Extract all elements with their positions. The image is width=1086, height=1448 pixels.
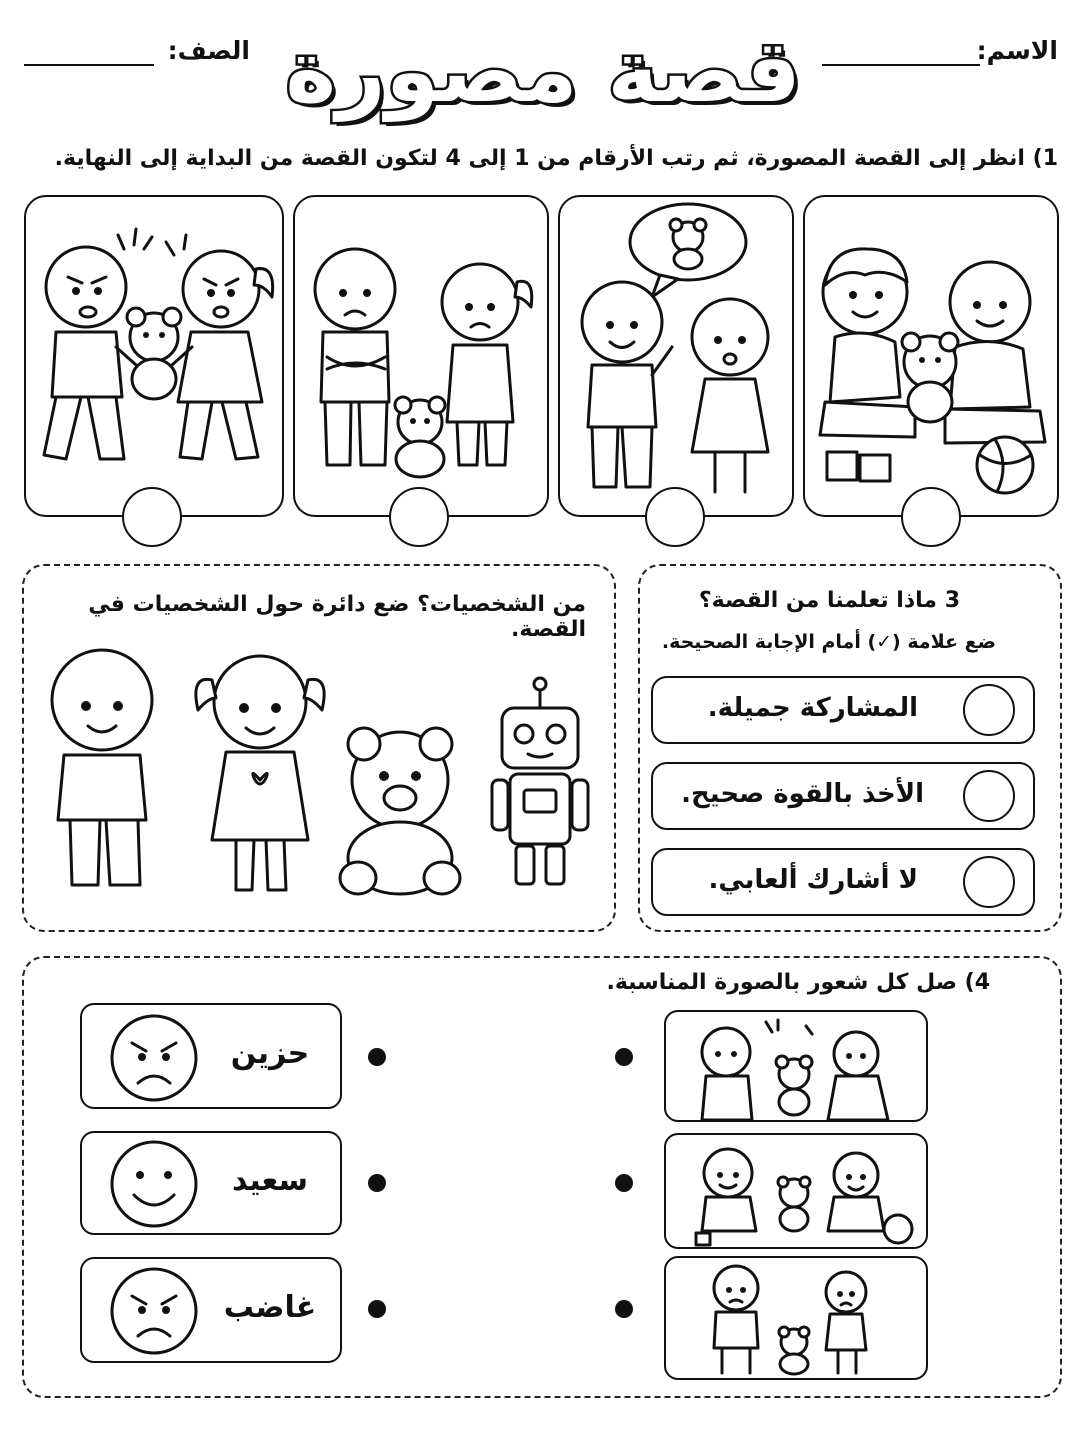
robot-character[interactable] bbox=[492, 678, 588, 884]
girl-character[interactable] bbox=[196, 656, 324, 890]
match-dot-picture-3[interactable] bbox=[615, 1300, 633, 1318]
feeling-label-angry: غاضب bbox=[223, 1290, 317, 1325]
order-circle-2[interactable] bbox=[645, 487, 705, 547]
class-label: الصف: bbox=[167, 36, 250, 65]
idea-scene-image bbox=[560, 197, 792, 515]
sad-scene-image bbox=[295, 197, 547, 515]
option-1-check[interactable] bbox=[963, 684, 1015, 736]
teddy-bear-character[interactable] bbox=[340, 728, 460, 894]
q3-hint: ضع علامة (✓) أمام الإجابة الصحيحة. bbox=[661, 631, 996, 653]
story-panel-4 bbox=[24, 195, 284, 517]
picture-sad bbox=[664, 1256, 928, 1380]
name-label: الاسم: bbox=[976, 36, 1058, 65]
picture-sharing bbox=[664, 1133, 928, 1249]
order-circle-1[interactable] bbox=[901, 487, 961, 547]
story-panel-2 bbox=[558, 195, 794, 517]
order-circle-3[interactable] bbox=[389, 487, 449, 547]
option-2-check[interactable] bbox=[963, 770, 1015, 822]
angry-face-icon bbox=[106, 1266, 202, 1356]
match-dot-feeling-3[interactable] bbox=[368, 1300, 386, 1318]
boy-character[interactable] bbox=[52, 650, 152, 885]
share-thumbnail-image bbox=[666, 1135, 926, 1247]
match-dot-feeling-1[interactable] bbox=[368, 1048, 386, 1066]
q2-instruction: من الشخصيات؟ ضع دائرة حول الشخصيات في القصة. bbox=[88, 592, 586, 642]
q4-instruction: 4) صل كل شعور بالصورة المناسبة. bbox=[606, 970, 990, 995]
order-circle-4[interactable] bbox=[122, 487, 182, 547]
option-3-label: لا أشارك ألعابي. bbox=[708, 865, 918, 895]
happy-face-icon bbox=[106, 1139, 202, 1229]
option-2-label: الأخذ بالقوة صحيح. bbox=[681, 779, 924, 809]
characters-image bbox=[40, 640, 610, 900]
angry-face-icon bbox=[106, 1013, 202, 1103]
sharing-scene-image bbox=[805, 197, 1057, 515]
sad-thumbnail-image bbox=[666, 1258, 926, 1378]
story-panel-1 bbox=[803, 195, 1059, 517]
name-field[interactable] bbox=[822, 64, 980, 66]
fight-scene-image bbox=[26, 197, 282, 515]
fight-thumbnail-image bbox=[666, 1012, 926, 1120]
q3-title: 3 ماذا تعلمنا من القصة؟ bbox=[698, 588, 960, 613]
match-dot-picture-1[interactable] bbox=[615, 1048, 633, 1066]
match-dot-picture-2[interactable] bbox=[615, 1174, 633, 1192]
feeling-label-sad: حزين bbox=[230, 1036, 310, 1071]
option-3-check[interactable] bbox=[963, 856, 1015, 908]
match-dot-feeling-2[interactable] bbox=[368, 1174, 386, 1192]
class-field[interactable] bbox=[24, 64, 154, 66]
picture-fighting bbox=[664, 1010, 928, 1122]
option-1-label: المشاركة جميلة. bbox=[707, 693, 918, 723]
q1-instruction: 1) انظر إلى القصة المصورة، ثم رتب الأرقام من 1 إلى 4 لتكون القصة من البداية إلى النهاية. bbox=[54, 146, 1058, 171]
feeling-label-happy: سعيد bbox=[231, 1163, 308, 1198]
page-title: قصة مصورة bbox=[285, 22, 801, 122]
story-panel-3 bbox=[293, 195, 549, 517]
